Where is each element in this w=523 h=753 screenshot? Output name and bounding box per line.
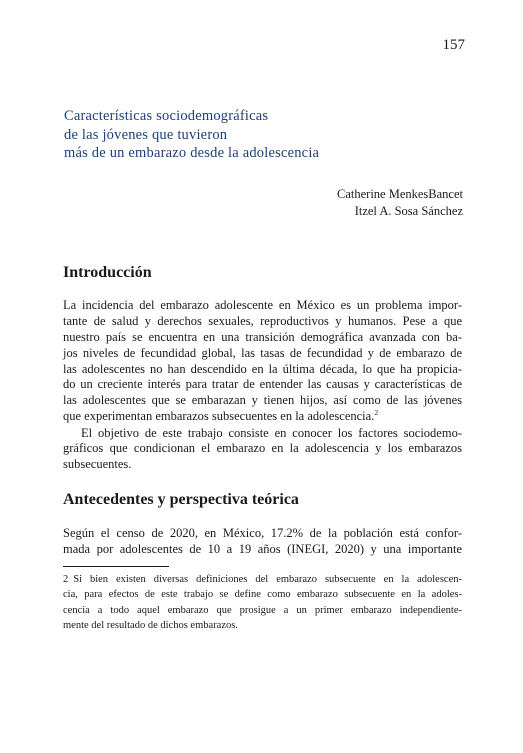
footnote-line-content: Si bien existen diversas definiciones del embarazo subsecuente en la adolescen- — [73, 574, 462, 585]
text-line: gráficos que condicionan el embarazo en la adolescencia y los embarazos — [63, 441, 462, 456]
text-line: las adolescentes que se embarazan y tienen hijos, así como de las jóvenes — [63, 393, 462, 408]
text-line-content: que experimentan embarazos subsecuentes en la adolescencia. — [63, 409, 375, 424]
text-line: jos niveles de fecundidad global, las tasas de fecundidad y de embarazo de — [63, 345, 462, 360]
intro-paragraph-2 — [63, 426, 462, 474]
chapter-title-line: más de un embarazo desde la adolescencia — [64, 145, 320, 161]
chapter-title-line: Características sociodemográficas — [64, 108, 269, 124]
footnote-line: mente del resultado de dichos embarazos. — [63, 620, 238, 632]
footnote-number: 2 — [63, 574, 69, 585]
author-name: Catherine MenkesBancet — [337, 187, 463, 201]
chapter-title-line: de las jóvenes que tuvieron — [64, 126, 228, 143]
text-line: La incidencia del embarazo adolescente en México es un problema impor- — [63, 298, 462, 312]
text-line: do un creciente interés para tratar de entender las causas y características de — [63, 377, 462, 392]
text-line: El objetivo de este trabajo consiste en conocer los factores sociodemo- — [81, 425, 462, 440]
author-name: Itzel A. Sosa Sánchez — [354, 204, 463, 218]
footnote — [63, 572, 462, 634]
background-paragraph-1 — [63, 526, 462, 558]
text-line: tante de salud y derechos sexuales, reproductivos y humanos. Pese a que — [63, 313, 462, 328]
footnote-line — [63, 572, 462, 587]
text-line: subsecuentes. — [63, 457, 132, 472]
text-line: las adolescentes no han descendido en la última década, lo que ha propicia- — [63, 361, 462, 376]
text-line — [63, 409, 462, 425]
text-line: mada por adolescentes de 10 a 19 años (INEGI, 2020) y una importante — [63, 541, 462, 556]
text-line: Según el censo de 2020, en México, 17.2% de la población está confor- — [63, 526, 462, 540]
footnote-divider — [63, 566, 169, 567]
authors — [337, 186, 463, 220]
footnote-line: cia, para efectos de este trabajo se define como embarazo subsecuente en la adoles- — [63, 589, 462, 601]
section-heading-background: Antecedentes y perspectiva teórica — [63, 491, 299, 508]
footnote-line: cencia a todo aquel embarazo que prosigue a un primer embarazo independiente- — [63, 604, 462, 616]
page-number: 157 — [442, 37, 465, 53]
text-line: nuestro país se encuentra en una transición demográfica avanzada con ba- — [63, 329, 462, 344]
intro-paragraph-1 — [63, 298, 462, 425]
section-heading-introduction: Introducción — [63, 264, 152, 281]
footnote-reference[interactable]: 2 — [374, 408, 379, 418]
chapter-title — [64, 107, 464, 163]
